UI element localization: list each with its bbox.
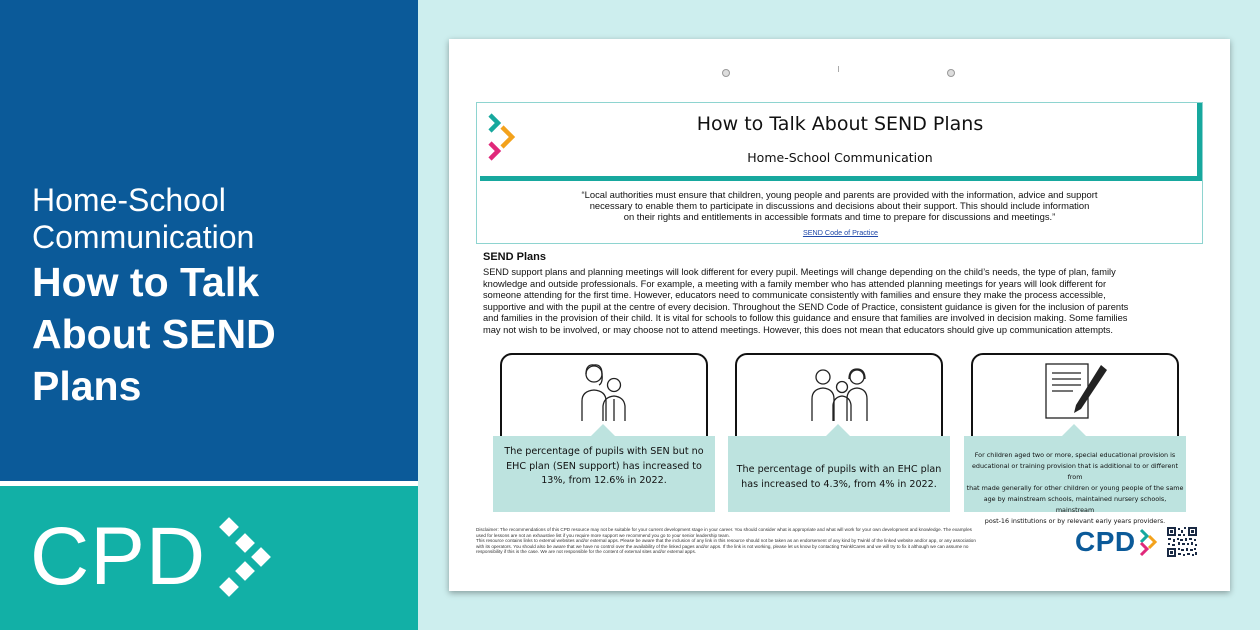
notch [590, 424, 616, 437]
disclaimer-line: responsibility if this is the case. We are not responsible for the content of external sites and/or external apps. [476, 549, 697, 555]
quote-line: “Local authorities must ensure that children, young people and parents are provided with the information, advice and support [581, 189, 1098, 200]
cpd-logo [30, 512, 282, 602]
disclaimer-line: This resource contains links to external websites and/or external apps. Please be aware that the inclusion of any link in this resource should not be taken as an endorsement of any kind by Twinkl of the linked website and/or app, or any association [476, 538, 976, 544]
stat-line: age by mainstream schools, maintained nursery schools, mainstream [983, 495, 1167, 514]
quote-line: on their rights and entitlements in accessible formats and time to prepare for discussions and meetings.” [623, 211, 1056, 223]
footer-cpd-logo [1075, 526, 1160, 558]
stat-line: has increased to 4.3%, from 4% in 2022. [741, 478, 937, 490]
quote [497, 189, 1182, 223]
stat-text-1 [497, 445, 711, 489]
hero-subtitle-line-1: Home-School [32, 182, 226, 218]
chevron-arrows-icon [218, 516, 282, 598]
body-line: knowledge and outside professionals. For example, a meeting with a family member who has attended planning meetings for years will look different for [483, 278, 1107, 289]
stat-line: For children aged two or more, special educational provision is [974, 451, 1176, 459]
cpd-logo-text: CPD [30, 511, 207, 602]
notch [825, 424, 851, 437]
pin-icon [722, 69, 730, 77]
family-group-icon [809, 365, 871, 423]
stat-line: The percentage of pupils with an EHC plan [736, 464, 942, 475]
quote-line: necessary to enable them to participate in discussions and decisions about their support. This should include information [589, 200, 1090, 212]
document-preview [449, 39, 1230, 591]
section-heading: SEND Plans [483, 251, 546, 263]
disclaimer-line: Disclaimer: The recommendations of this CPD resource may not be suitable for your current development stage in your career. You should consider what is appropriate and what will work for your own development and knowledge. The examples [476, 527, 972, 532]
stat-line: The percentage of pupils with SEN but no [504, 446, 704, 457]
quote-source-link[interactable]: SEND Code of Practice [802, 228, 879, 237]
disclaimer-line: used for lessons are not an exhaustive list if you require more support we recommend you go to your senior leadership team. [476, 532, 730, 538]
hero-title-line-1: How to Talk [32, 259, 260, 305]
body-line: SEND support plans and planning meetings will look different for every pupil. Meetings will change depending on the child’s needs, the type of plan, family [483, 267, 1116, 277]
chevron-logo-icon [1138, 527, 1160, 557]
stat-text-2 [732, 463, 946, 492]
family-icon [577, 361, 631, 423]
fold-mark [838, 66, 839, 72]
stat-text-3 [966, 450, 1184, 527]
disclaimer-line: with its operators. You should also be aware that we have no control over the availability of the linked pages and/or apps. If the link is not working, please let us know by contacting TwinklCares and we will try to fix it although we can assume no [476, 543, 969, 549]
pin-icon [947, 69, 955, 77]
stat-line: educational or training provision that is additional to or different from [972, 462, 1178, 481]
body-line: may not wish to be involved, or may choose not to attend meetings. However, this does not mean that educators should give up communication attempts. [483, 324, 1113, 335]
stat-line: 13%, from 12.6% in 2022. [541, 475, 667, 486]
document-pen-icon [1043, 361, 1109, 423]
notch [1061, 424, 1087, 437]
hero-text [32, 182, 402, 412]
title-band [480, 103, 1202, 181]
stat-line: EHC plan (SEN support) has increased to [506, 460, 702, 472]
stat-line: post-16 institutions or by relevant early years providers. [984, 517, 1166, 525]
hero-title-line-2: About SEND [32, 311, 276, 357]
document-subtitle: Home-School Communication [747, 150, 933, 165]
body-paragraph [483, 267, 1203, 336]
body-line: supportive and with the pupil at the centre of every decision. Throughout the SEND Code of Practice, consistent guidance is given for the inclusion of parents [483, 301, 1129, 312]
hero-title-line-3: Plans [32, 363, 142, 409]
footer-cpd-text: CPD [1075, 526, 1136, 557]
stat-line: that made generally for other children or young people of the same [966, 484, 1184, 492]
hero-subtitle-line-2: Communication [32, 219, 255, 255]
disclaimer [476, 527, 1076, 555]
document-header [476, 102, 1203, 244]
document-title: How to Talk About SEND Plans [696, 113, 984, 135]
qr-code-icon[interactable] [1166, 526, 1198, 558]
body-line: and families in the provision of their child. It is vital for schools to follow this guidance and ensure that families are involved in decision making. Some families [483, 313, 1128, 324]
body-line: someone attending for the first time. However, educators need to communicate consistently with families and ensure they make the process accessible, [483, 290, 1106, 301]
